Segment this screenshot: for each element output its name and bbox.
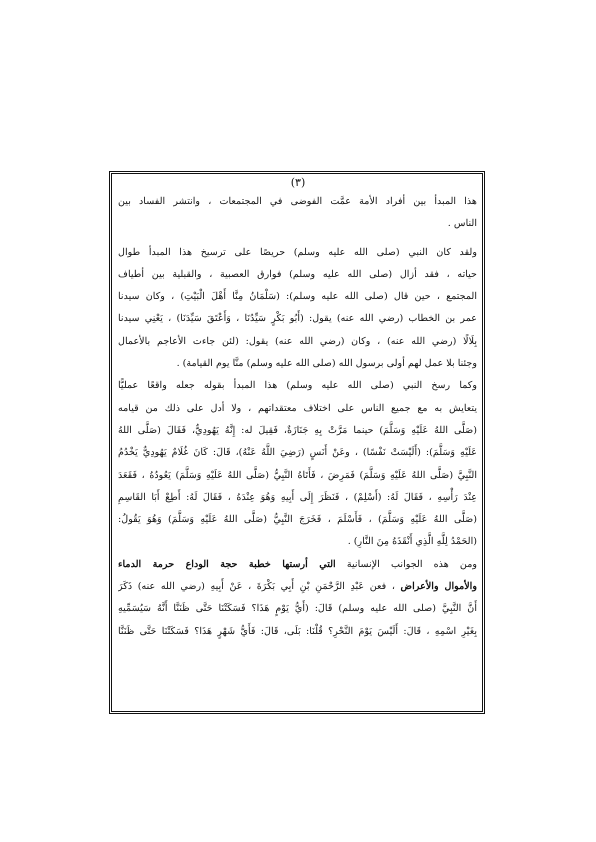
text-line: (صَلَّى اللهُ عَلَيْهِ وَسَلَّمَ) حينما مَرَّتْ بِهِ جَنَازَةٌ، فَقِيلَ له: إِنَّهُ يَهُودِيٌّ، فَقَالَ (صَلَّى اللهُ bbox=[118, 424, 477, 436]
text-line: بِلَالًا (رضي الله عنه) ، وكان (رضي الله عنه) يقول: (لئن جاءت الأعاجم بالأعمال bbox=[118, 335, 477, 347]
text-line: حياته ، فقد أزال (صلى الله عليه وسلم) فوارق العصبية ، والقبلية بين أطياف bbox=[118, 268, 477, 280]
text-line: أَنَّ النَّبِيَّ (صلى الله عليه وسلم) قَالَ: (أَيُّ يَوْمٍ هَذَا؟ فَسَكَتْنَا حَتَّى ظَنَنَّا أَنَّهُ سَيُسَمِّيهِ bbox=[118, 603, 477, 615]
text-line: بِغَيْرِ اسْمِهِ ، قَالَ: أَلَيْسَ يَوْمَ النَّحْرِ؟ قُلْنَا: بَلَى، قَالَ: فَأَيُّ شَهْرٍ هَذَا؟ فَسَكَتْنَا حَتَّى ظَنَنَّا bbox=[118, 625, 477, 637]
text-line: النَّبِيَّ (صَلَّى اللهُ عَلَيْهِ وَسَلَّمَ) فَمَرِضَ ، فَأَتَاهُ النَّبِيُّ (صَلَّى اللهُ عَلَيْهِ وَسَلَّمَ) يَعُودُهُ ، فَقَعَدَ bbox=[118, 469, 477, 481]
plain-text: ومن هذه الجوانب الإنسانية bbox=[335, 558, 477, 570]
text-line: الناس . bbox=[447, 218, 477, 230]
text-line bbox=[118, 554, 477, 576]
text-body bbox=[118, 191, 477, 643]
highlighted-text: والأموال والأعراض bbox=[400, 581, 477, 593]
text-line: المجتمع ، حين قال (صلى الله عليه وسلم): (سَلْمَانُ مِنَّا أَهْلَ الْبَيْتِ) ، وكان سيدنا bbox=[118, 291, 477, 303]
page-number: (٣) bbox=[290, 176, 306, 189]
text-line: هذا المبدأ بين أفراد الأمة عمَّت الفوضى في المجتمعات ، وانتشر الفساد بين bbox=[118, 196, 477, 207]
text-line bbox=[118, 576, 477, 598]
text-line: وكما رسخ النبي (صلى الله عليه وسلم) هذا المبدأ بقوله جعله واقعًا عمليًّا bbox=[118, 380, 477, 392]
text-line: عَلَيْهِ وَسَلَّمَ): (أَلَيْسَتْ نَفْسًا) ، وعَنْ أَنَسٍ (رَضِيَ اللَّهُ عَنْهُ)، قَالَ: كَانَ غُلَامٌ يَهُودِيٌّ يَخْدُمُ bbox=[118, 447, 477, 459]
text-line: عِنْدَ رَأْسِهِ ، فَقَالَ لَهُ: (أَسْلِمْ) ، فَنَظَرَ إِلَى أَبِيهِ وَهُوَ عِنْدَهُ ، فَقَالَ لَهُ: أَطِعْ أَبَا القَاسِمِ bbox=[118, 491, 477, 503]
text-line: (صَلَّى اللهُ عَلَيْهِ وَسَلَّمَ) ، فَأَسْلَمَ ، فَخَرَجَ النَّبِيُّ (صَلَّى اللهُ عَلَيْهِ وَسَلَّمَ) وَهُوَ يَقُولُ: bbox=[118, 514, 477, 526]
text-line: عمر بن الخطاب (رضي الله عنه) يقول: (أَبُو بَكْرٍ سَيِّدُنَا ، وَأَعْتَقَ سَيِّدَنَا) ، يَعْنِي سيدنا bbox=[118, 313, 477, 325]
text-line: يتعايش به مع جميع الناس على اختلاف معتقداتهم ، ولا أدل على ذلك من قيامه bbox=[118, 402, 477, 414]
text-line: (الحَمْدُ لِلَّهِ الَّذِي أَنْقَذَهُ مِنَ النَّارِ) . bbox=[347, 536, 477, 548]
text-line: ولقد كان النبي (صلى الله عليه وسلم) حريصًا على ترسيخ هذا المبدأ طوال bbox=[118, 246, 477, 258]
plain-text: ، فعن عَبْدِ الرَّحْمَنِ بْنِ أَبِي بَكْرَةَ ، عَنْ أَبِيهِ (رضي الله عنه) ذَكَرَ bbox=[118, 581, 401, 593]
text-line: وجئنا بلا عمل لهم أولى برسول الله (صلى الله عليه وسلم) منَّا يوم القيامة) . bbox=[176, 358, 477, 370]
highlighted-text: التي أرستها خطبة حجة الوداع حرمة الدماء bbox=[118, 558, 336, 570]
